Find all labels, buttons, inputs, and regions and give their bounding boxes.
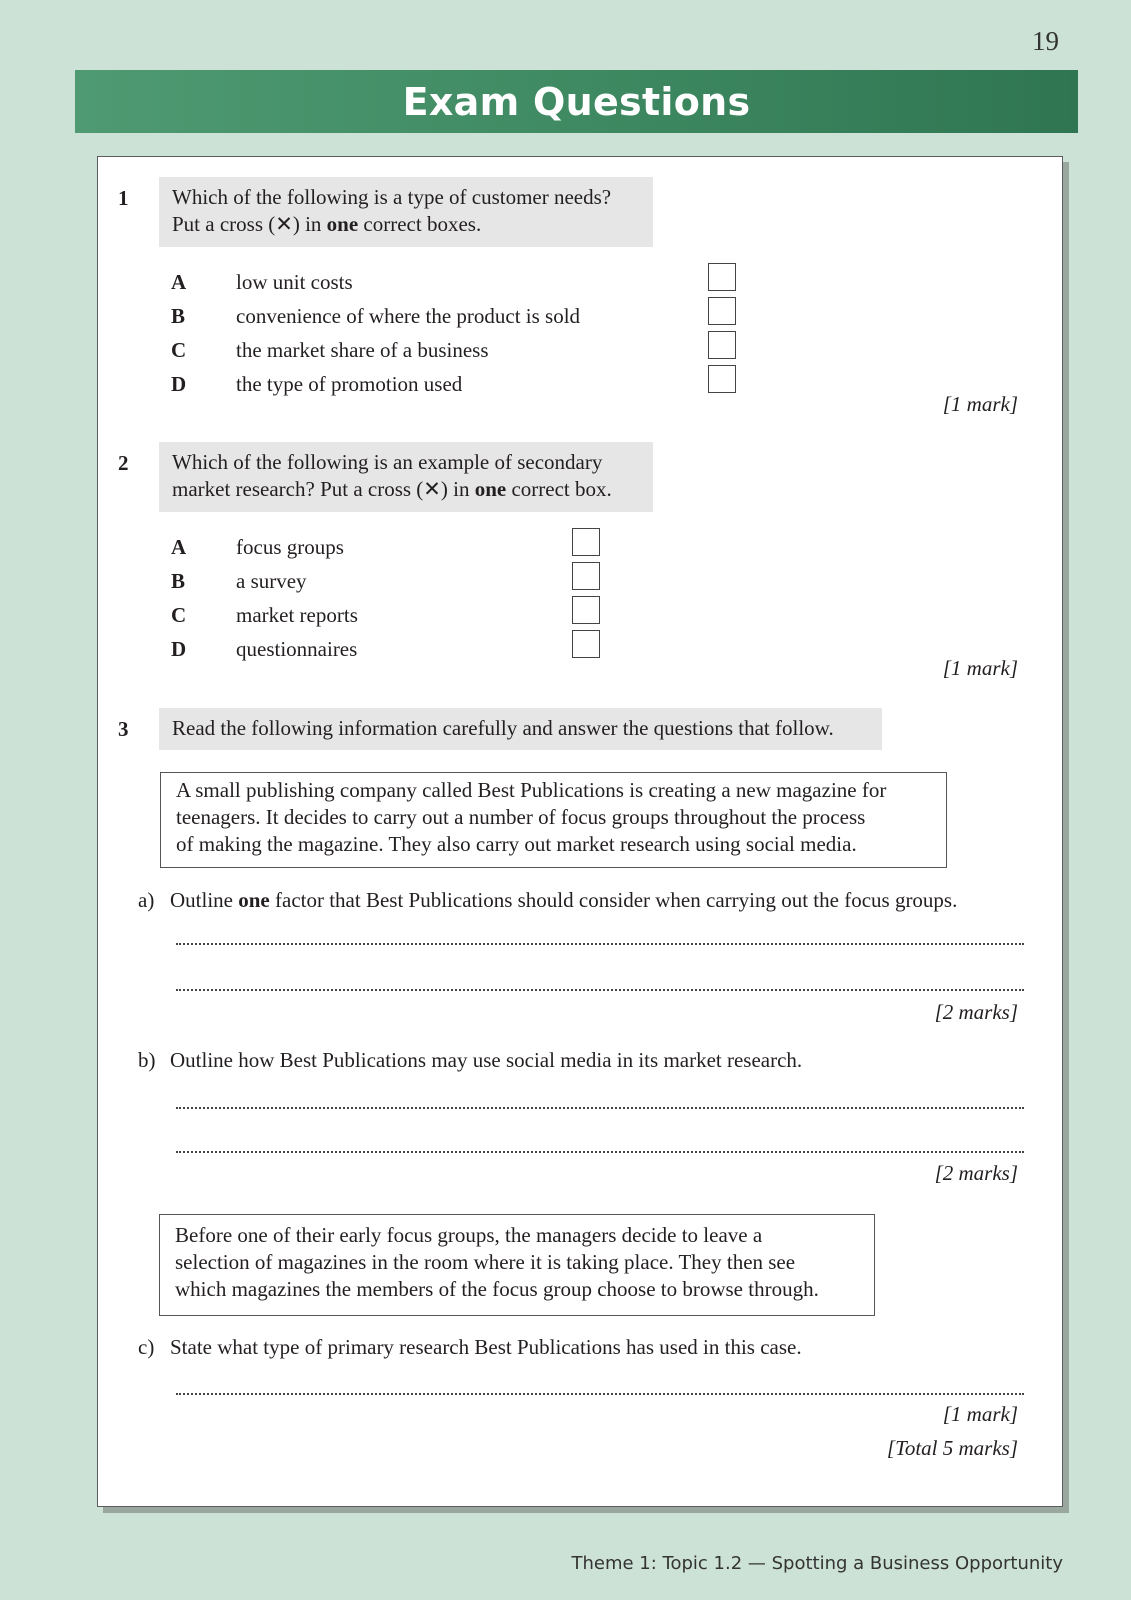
stem-text: market research? Put a cross (✕) in <box>172 477 475 501</box>
info-line: selection of magazines in the room where it is taking place. They then see <box>175 1250 796 1274</box>
stem-text: Put a cross (✕) in <box>172 212 327 236</box>
q3a-question <box>138 888 957 913</box>
q2-option-d-checkbox[interactable] <box>572 630 600 658</box>
q1-option-d-letter: D <box>171 372 187 396</box>
q3a-emphasis: one <box>238 888 270 912</box>
q3c-answer-line-1[interactable] <box>176 1393 1024 1395</box>
q1-option-a-letter: A <box>171 270 187 294</box>
q1-option-a-checkbox[interactable] <box>708 263 736 291</box>
q3b-label: b) <box>138 1048 156 1072</box>
q1-option-b-letter: B <box>171 304 186 328</box>
q3a-marks: [2 marks] <box>934 1000 1018 1024</box>
question-3-number: 3 <box>118 717 129 741</box>
q3a-text: factor that Best Publications should consider when carrying out the focus groups. <box>269 888 958 912</box>
q3a-text: Outline <box>170 888 239 912</box>
question-3-stem: Read the following information carefully and answer the questions that follow. <box>159 708 882 750</box>
q1-option-d-checkbox[interactable] <box>708 365 736 393</box>
question-2-number: 2 <box>118 451 129 475</box>
q2-marks: [1 mark] <box>942 656 1018 680</box>
q1-option-d-text: the type of promotion used <box>236 372 463 396</box>
stem-text: correct box. <box>506 477 612 501</box>
q2-option-c-text: market reports <box>236 603 358 627</box>
question-1-stem <box>159 177 653 247</box>
section-banner <box>75 70 1078 133</box>
q1-option-a-text: low unit costs <box>236 270 353 294</box>
question-1-stem-line-1: Which of the following is a type of customer needs? <box>172 185 612 209</box>
q1-option-b-checkbox[interactable] <box>708 297 736 325</box>
q3c-label: c) <box>138 1335 155 1359</box>
q3b-text: Outline how Best Publications may use social media in its market research. <box>170 1048 803 1072</box>
info-line: teenagers. It decides to carry out a number of focus groups throughout the process <box>176 805 866 829</box>
info-line: Before one of their early focus groups, the managers decide to leave a <box>175 1223 763 1247</box>
banner-title: Exam Questions <box>402 79 751 124</box>
q3-total-marks: [Total 5 marks] <box>886 1436 1018 1460</box>
question-2-stem-line-1: Which of the following is an example of secondary <box>172 450 603 474</box>
q2-option-a-checkbox[interactable] <box>572 528 600 556</box>
q2-option-b-text: a survey <box>236 569 307 593</box>
page-footer: Theme 1: Topic 1.2 — Spotting a Business Opportunity <box>571 1553 1063 1574</box>
q1-option-c-letter: C <box>171 338 187 362</box>
question-2-stem <box>159 442 653 512</box>
stem-emphasis: one <box>326 212 359 236</box>
q1-marks: [1 mark] <box>942 392 1018 416</box>
q3c-text: State what type of primary research Best Publications has used in this case. <box>170 1335 802 1359</box>
question-1-number: 1 <box>118 186 129 210</box>
q2-option-a-letter: A <box>171 535 187 559</box>
q3a-answer-line-1[interactable] <box>176 943 1024 945</box>
q2-option-b-letter: B <box>171 569 186 593</box>
info-line: which magazines the members of the focus group choose to browse through. <box>175 1277 819 1301</box>
q3b-answer-line-2[interactable] <box>176 1151 1024 1153</box>
stem-emphasis: one <box>474 477 507 501</box>
info-line: of making the magazine. They also carry out market research using social media. <box>176 832 857 856</box>
q3a-answer-line-2[interactable] <box>176 989 1024 991</box>
q2-option-a-text: focus groups <box>236 535 344 559</box>
q3b-answer-line-1[interactable] <box>176 1107 1024 1109</box>
q3b-marks: [2 marks] <box>934 1161 1018 1185</box>
q3a-label: a) <box>138 888 155 912</box>
q2-option-c-checkbox[interactable] <box>572 596 600 624</box>
q1-option-b-text: convenience of where the product is sold <box>236 304 581 328</box>
q3b-question <box>138 1048 802 1073</box>
exam-questions-card <box>97 156 1063 1507</box>
question-1-stem-line-2 <box>172 211 640 238</box>
page-number: 19 <box>1032 26 1059 56</box>
q3-info-box-2 <box>159 1214 875 1316</box>
q2-option-d-letter: D <box>171 637 187 661</box>
question-2-stem-line-2 <box>172 476 640 503</box>
q3c-question <box>138 1335 802 1360</box>
q2-option-b-checkbox[interactable] <box>572 562 600 590</box>
info-line: A small publishing company called Best Publications is creating a new magazine for <box>176 778 887 802</box>
q1-option-c-text: the market share of a business <box>236 338 489 362</box>
q2-option-c-letter: C <box>171 603 187 627</box>
q2-option-d-text: questionnaires <box>236 637 358 661</box>
q1-option-c-checkbox[interactable] <box>708 331 736 359</box>
q3-info-box-1 <box>160 772 947 868</box>
stem-text: correct boxes. <box>358 212 482 236</box>
q3c-marks: [1 mark] <box>942 1402 1018 1426</box>
